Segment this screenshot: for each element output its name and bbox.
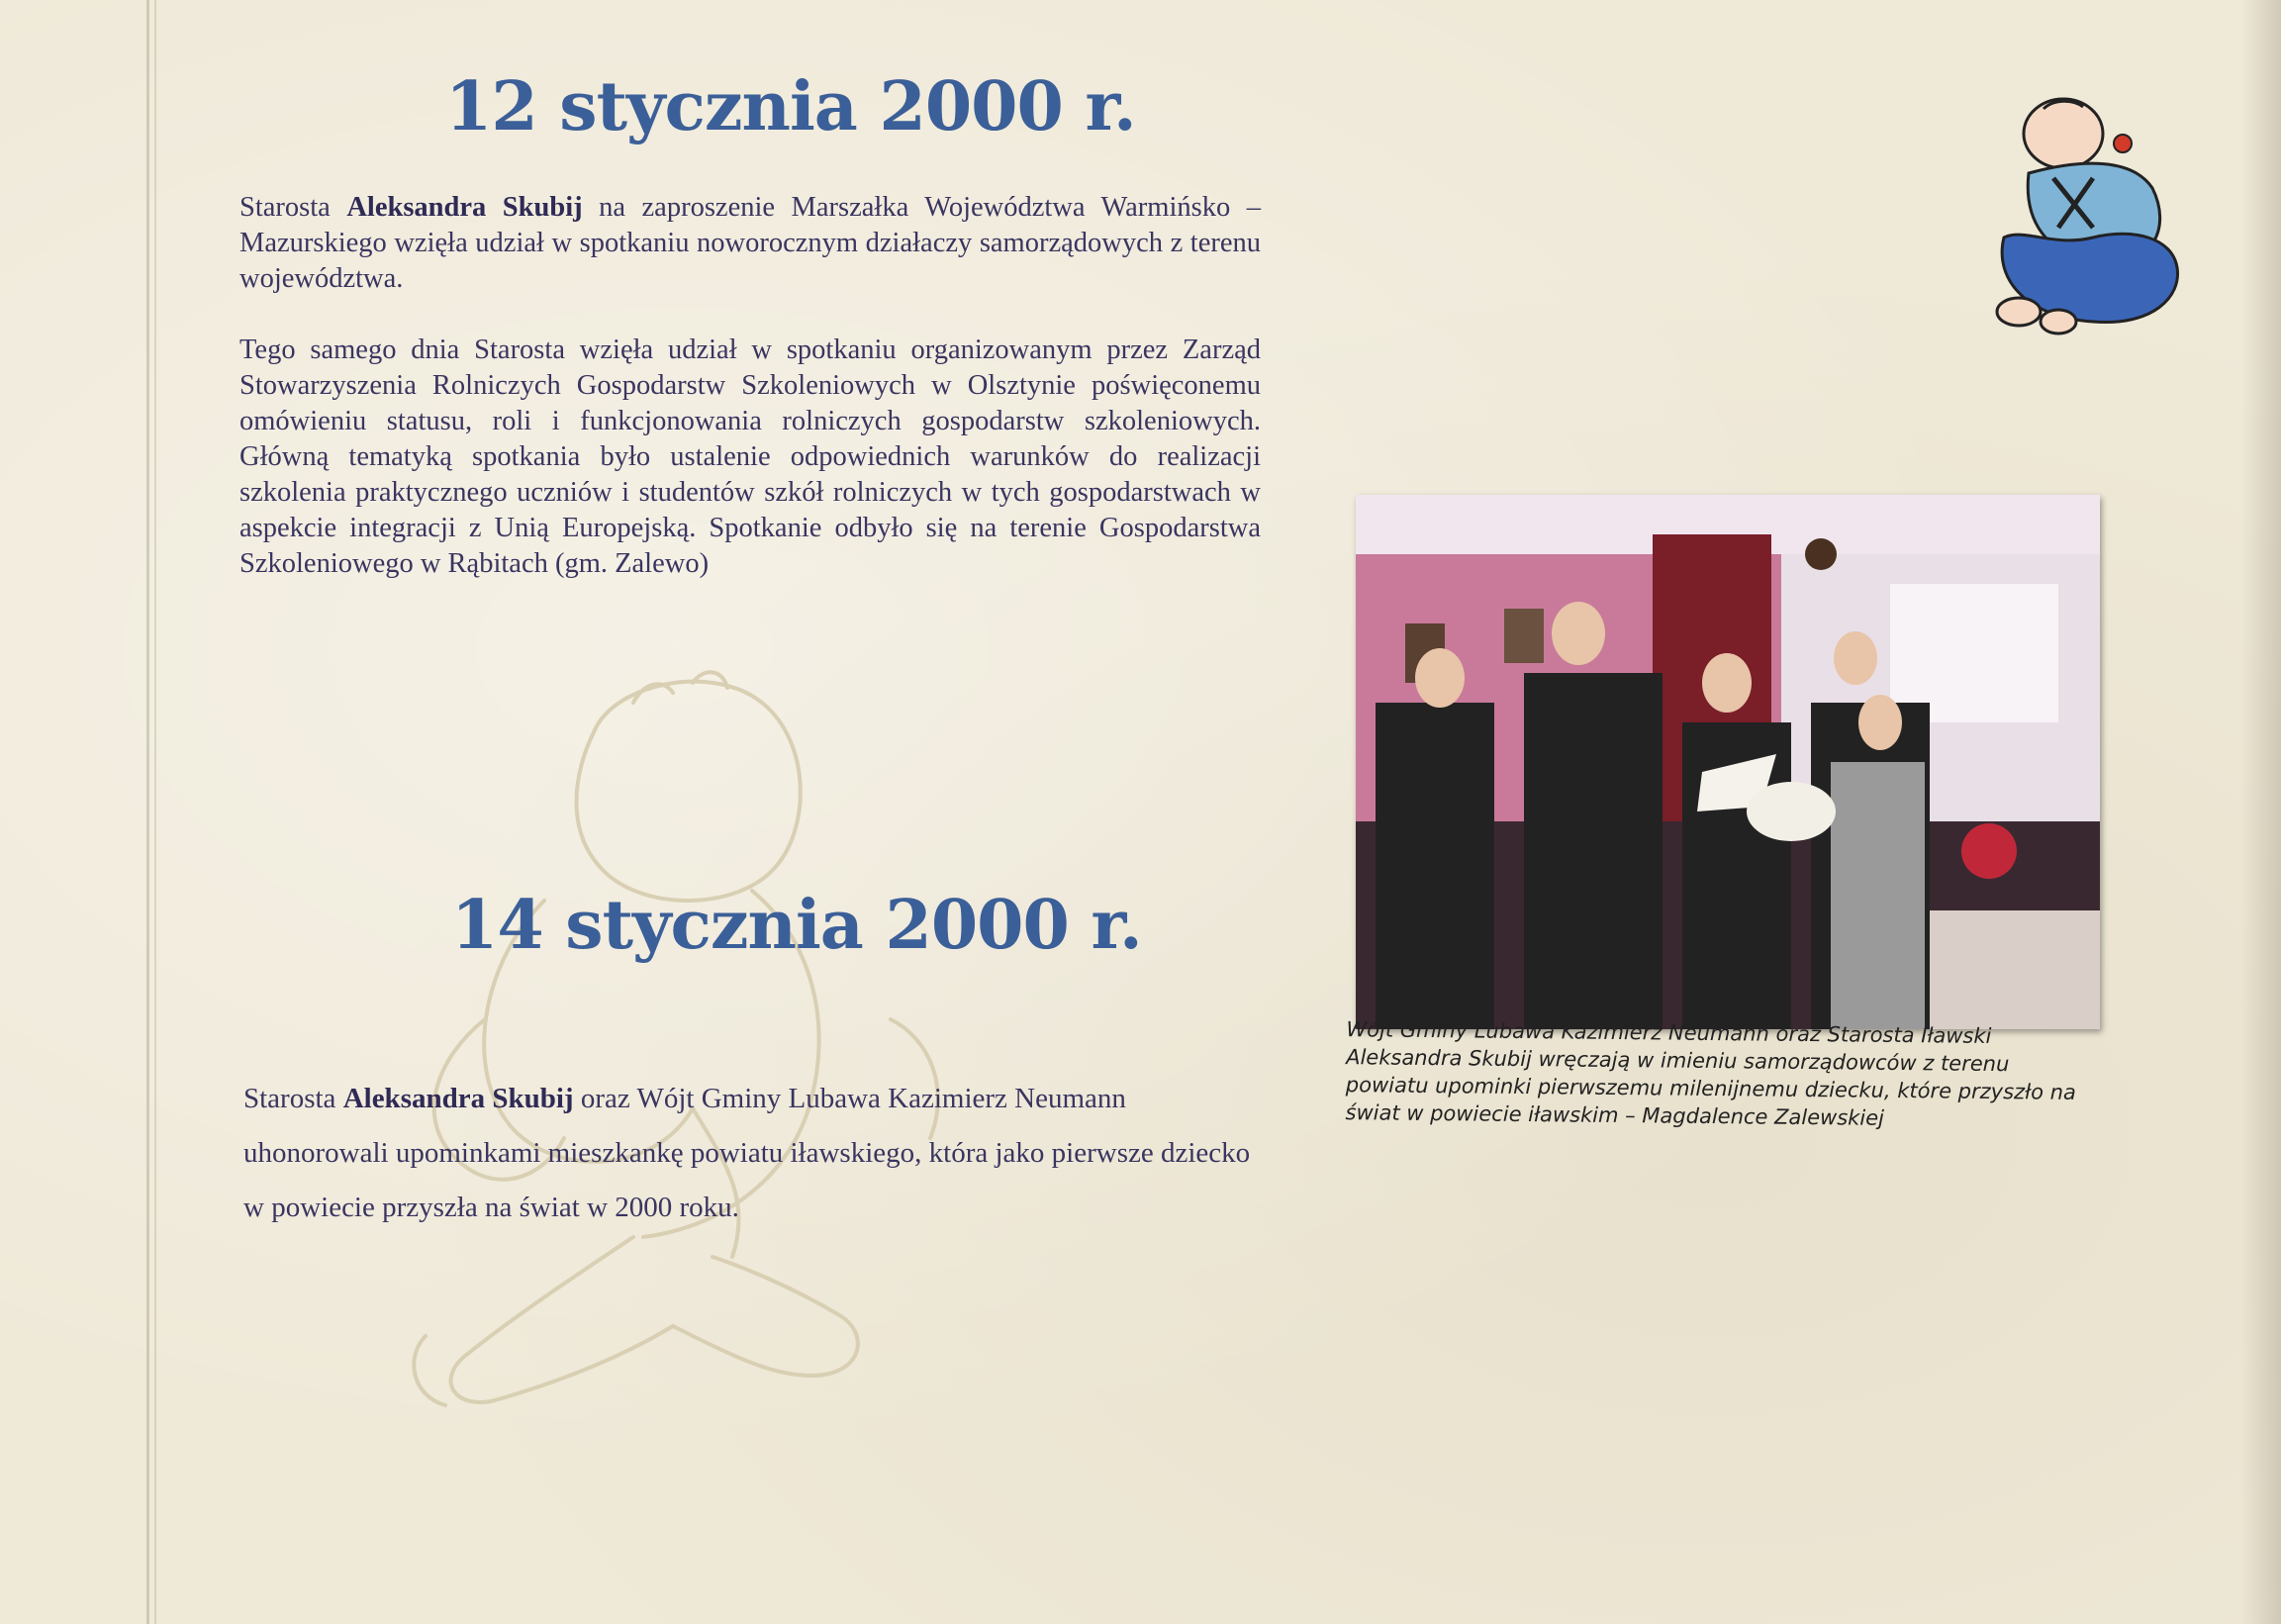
page-shadow [2241, 0, 2281, 1624]
date-heading-jan-14: 14 stycznia 2000 r. [451, 886, 1142, 965]
event-photograph [1356, 495, 2100, 1029]
starosta-name: Aleksandra Skubij [346, 192, 583, 223]
paragraph-new-year-meeting: Starosta Aleksandra Skubij na zaproszenie Marszałka Województwa Warmińsko –Mazurskiego wzięła udział w spotkaniu noworocznym działaczy samorządowych z terenu województwa. [239, 192, 1261, 294]
binding-line [146, 0, 149, 1624]
date-heading-jan-12: 12 stycznia 2000 r. [445, 67, 1136, 146]
binding-line-inner [154, 0, 156, 1624]
paragraph-first-baby-award: Starosta Aleksandra Skubij oraz Wójt Gminy Lubawa Kazimierz Neumann uhonorowali upominkami mieszkankę powiatu iławskiego, która jako pierwsze dziecko w powiecie przyszła na świat w 2000 roku. [243, 1083, 1251, 1223]
starosta-name-2: Aleksandra Skubij [342, 1083, 574, 1114]
cartoon-baby-icon [1984, 89, 2182, 346]
baby-outline-watermark [396, 643, 1089, 1435]
paragraph-training-farms-meeting: Tego samego dnia Starosta wzięła udział w spotkaniu organizowanym przez Zarząd Stowarzyszenia Rolniczych Gospodarstw Szkoleniowych w Olsztynie poświęconemu omówieniu statusu, roli i funkcjonowania rolniczych gospodarstw szkoleniowych. Główną tematyką spotkania było ustalenie odpowiednich warunków do realizacji szkolenia praktycznego uczniów i studentów szkół rolniczych w tych gospodarstwach w aspekcie integracji z Unią Europejską. Spotkanie odbyło się na terenie Gospodarstwa Szkoleniowego w Rąbitach (gm. Zalewo) [239, 334, 1261, 579]
handwritten-photo-caption: Wójt Gminy Lubawa Kazimierz Neumann oraz Starosta Iławski Aleksandra Skubij wręczają w imieniu samorządowców z terenu powiatu upominki pierwszemu milenijnemu dziecku, które przyszło na świat w powiecie iławskim – Magdalence Zalewskiej [1345, 1017, 2076, 1130]
